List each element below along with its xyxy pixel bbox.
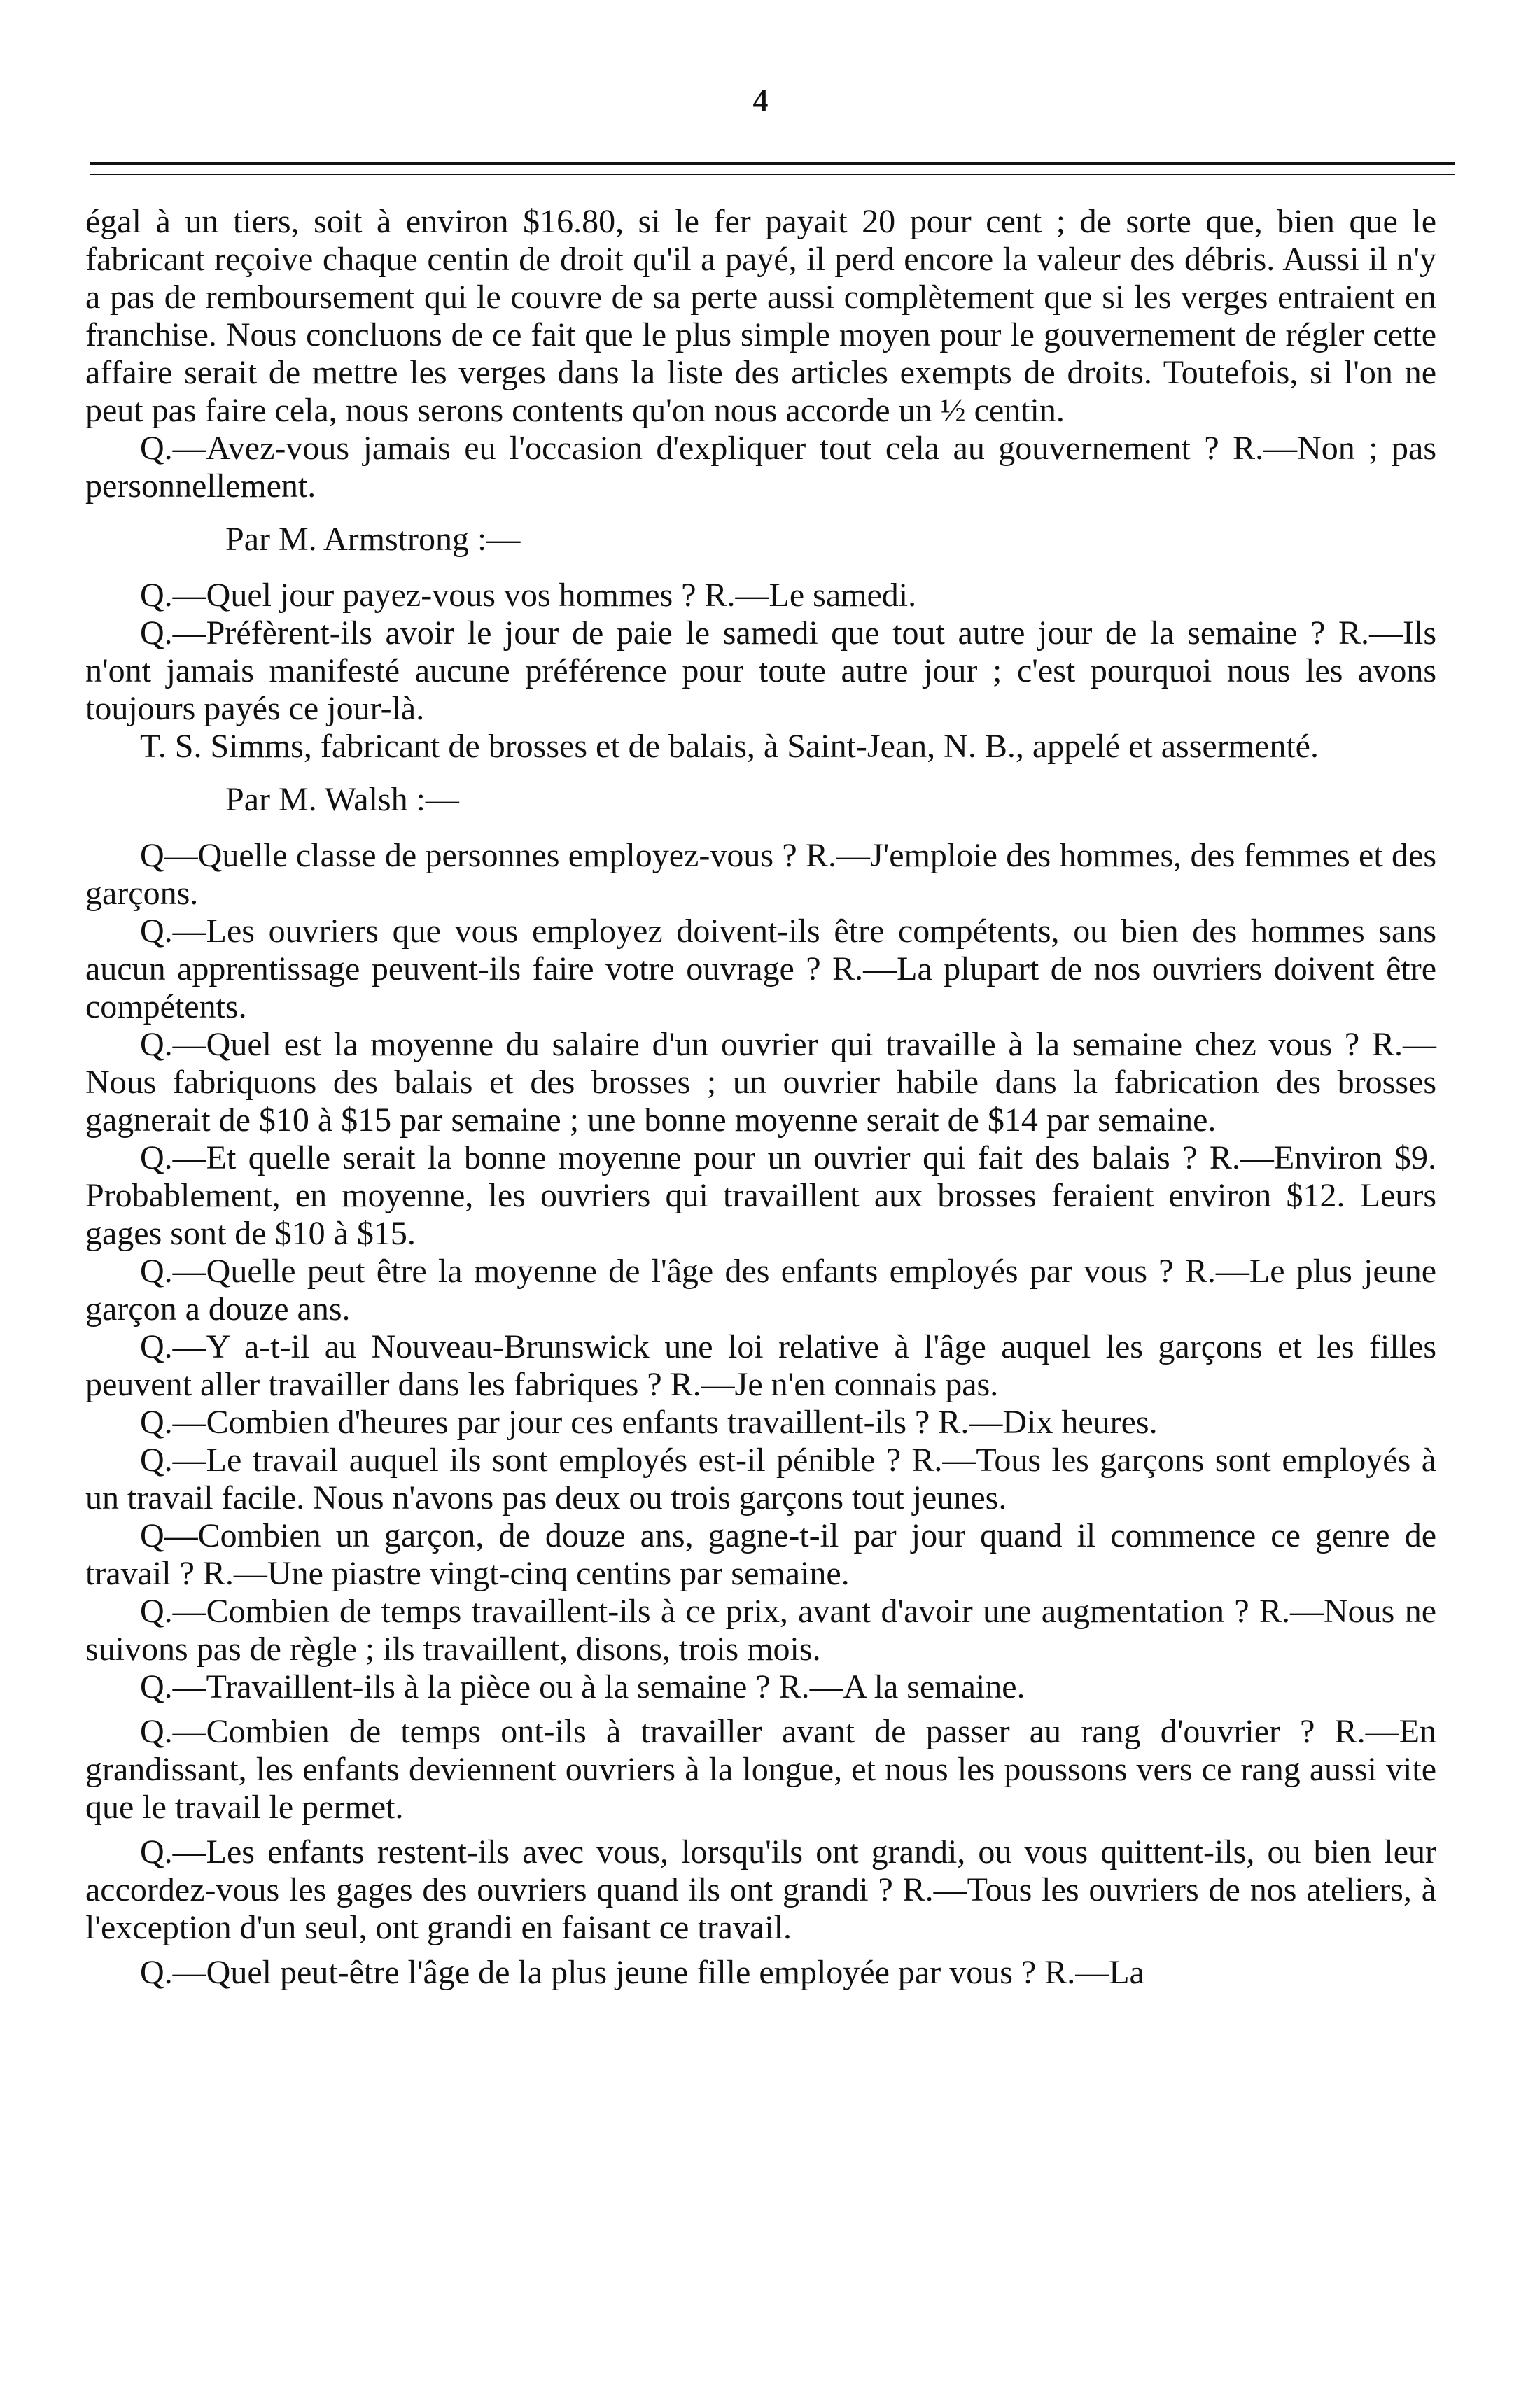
page-body (85, 203, 1436, 1992)
qa-paragraph: Q.—Quel est la moyenne du salaire d'un ouvrier qui travaille à la semaine chez vous ? R.—Nous fabriquons des balais et des brosses ; un ouvrier habile dans la fabrication des brosses gagnerait de $10 à $15 par semaine ; une bonne moyenne serait de $14 par semaine. (85, 1026, 1436, 1139)
qa-paragraph: Q.—Combien de temps travaillent-ils à ce prix, avant d'avoir une augmentation ? R.—Nous ne suivons pas de règle ; ils travaillent, disons, trois mois. (85, 1593, 1436, 1668)
page-number: 4 (752, 83, 769, 118)
qa-paragraph: Q.—Y a-t-il au Nouveau-Brunswick une loi relative à l'âge auquel les garçons et les filles peuvent aller travailler dans les fabriques ? R.—Je n'en connais pas. (85, 1328, 1436, 1403)
header-rule-thin (90, 174, 1455, 175)
qa-paragraph: Q.—Quelle peut être la moyenne de l'âge des enfants employés par vous ? R.—Le plus jeune garçon a douze ans. (85, 1253, 1436, 1328)
qa-paragraph: Q.—Le travail auquel ils sont employés est-il pénible ? R.—Tous les garçons sont employés à un travail facile. Nous n'avons pas deux ou trois garçons tout jeunes. (85, 1442, 1436, 1516)
qa-paragraph: Q—Combien un garçon, de douze ans, gagne-t-il par jour quand il commence ce genre de travail ? R.—Une piastre vingt-cinq centins par semaine. (85, 1517, 1436, 1592)
qa-paragraph: Q.—Préfèrent-ils avoir le jour de paie le samedi que tout autre jour de la semaine ? R.—Ils n'ont jamais manifesté aucune préférence pour toute autre jour ; c'est pourquoi nous les avons toujours payés ce jour-là. (85, 614, 1436, 727)
paragraph-continuation: égal à un tiers, soit à environ $16.80, si le fer payait 20 pour cent ; de sorte que, bien que le fabricant reçoive chaque centin de droit qu'il a payé, il perd encore la valeur des débris. Aussi il n'y a pas de remboursement qui le couvre de sa perte aussi complètement que si les verges entraient en franchise. Nous concluons de ce fait que le plus simple moyen pour le gouvernement de régler cette affaire serait de mettre les verges dans la liste des articles exempts de droits. Toutefois, si l'on ne peut pas faire cela, nous serons contents qu'on nous accorde un ½ centin. (85, 203, 1436, 429)
qa-paragraph: Q—Quelle classe de personnes employez-vous ? R.—J'emploie des hommes, des femmes et des garçons. (85, 837, 1436, 912)
qa-paragraph: Q.—Travaillent-ils à la pièce ou à la semaine ? R.—A la semaine. (140, 1668, 1025, 1705)
qa-paragraph: Q.—Combien de temps ont-ils à travailler avant de passer au rang d'ouvrier ? R.—En grandissant, les enfants deviennent ouvriers à la longue, et nous les poussons vers ce rang aussi vite que le travail le permet. (85, 1713, 1436, 1826)
section-heading-armstrong: Par M. Armstrong :— (225, 521, 521, 558)
qa-paragraph: Q.—Quel jour payez-vous vos hommes ? R.—Le samedi. (140, 577, 917, 614)
qa-paragraph: Q.—Les enfants restent-ils avec vous, lorsqu'ils ont grandi, ou vous quittent-ils, ou bien leur accordez-vous les gages des ouvriers quand ils ont grandi ? R.—Tous les ouvriers de nos ateliers, à l'exception d'un seul, ont grandi en faisant ce travail. (85, 1833, 1436, 1946)
qa-paragraph: Q.—Quel peut-être l'âge de la plus jeune fille employée par vous ? R.—La (140, 1954, 1144, 1991)
qa-paragraph: Q.—Combien d'heures par jour ces enfants travaillent-ils ? R.—Dix heures. (140, 1404, 1158, 1441)
header-rule-thick (90, 162, 1455, 165)
section-heading-walsh: Par M. Walsh :— (225, 781, 459, 818)
witness-introduction: T. S. Simms, fabricant de brosses et de balais, à Saint-Jean, N. B., appelé et assermenté. (140, 728, 1319, 765)
qa-paragraph: Q.—Et quelle serait la bonne moyenne pour un ouvrier qui fait des balais ? R.—Environ $9. Probablement, en moyenne, les ouvriers qui travaillent aux brosses feraient environ $12. Leurs gages sont de $10 à $15. (85, 1139, 1436, 1252)
qa-paragraph: Q.—Avez-vous jamais eu l'occasion d'expliquer tout cela au gouvernement ? R.—Non ; pas personnellement. (85, 430, 1436, 505)
qa-paragraph: Q.—Les ouvriers que vous employez doivent-ils être compétents, ou bien des hommes sans aucun apprentissage peuvent-ils faire votre ouvrage ? R.—La plupart de nos ouvriers doivent être compétents. (85, 913, 1436, 1025)
